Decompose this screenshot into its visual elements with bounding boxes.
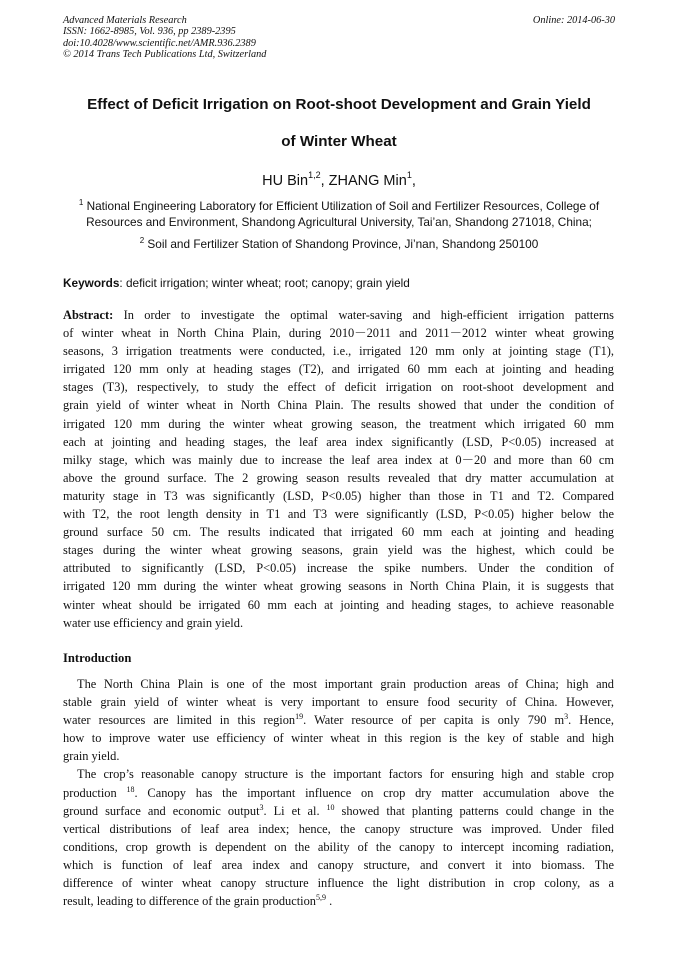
abstract-line: each at jointing and heading stages, the leaf area index significantly (LSD, P<0.05) increased at bbox=[63, 434, 614, 449]
citation: 18 bbox=[126, 784, 135, 794]
abstract-line: of winter wheat in North China Plain, during 2010－2011 and 2011－2012 winter wheat growing bbox=[63, 326, 614, 341]
intro-text: . Canopy has the important influence on crop dry matter accumulation above the bbox=[134, 785, 614, 800]
affiliation-2-text: Soil and Fertilizer Station of Shandong Province, Ji’nan, Shandong 250100 bbox=[144, 236, 539, 251]
intro-text: result, leading to difference of the grain production bbox=[63, 894, 317, 909]
abstract-line: ground surface 50 cm. The results indicated that irrigated 60 mm each at jointing and heading bbox=[63, 525, 614, 540]
journal-name: Advanced Materials Research bbox=[63, 15, 187, 26]
affiliation-2 bbox=[40, 236, 638, 251]
intro-line: grain yield. bbox=[63, 749, 120, 764]
intro-line: stable grain yield of winter wheat is very important to ensure food security of China. However, bbox=[63, 695, 614, 710]
author-1-affiliation: 1,2 bbox=[308, 170, 321, 180]
intro-line bbox=[63, 784, 614, 802]
intro-line: The North China Plain is one of the most important grain production areas of China; high and bbox=[77, 677, 614, 691]
abstract-line: attributed to significantly (LSD, P<0.05) increase the spike numbers. Under the condition of bbox=[63, 561, 614, 576]
abstract-line: seasons, 3 irrigation treatments were conducted, i.e., irrigated 120 mm only at jointing stage (T1), bbox=[63, 344, 614, 359]
author-1: HU Bin bbox=[262, 172, 309, 189]
author-tail: , bbox=[411, 172, 416, 189]
abstract-line: water use efficiency and grain yield. bbox=[63, 615, 244, 630]
abstract-line: irrigated 120 mm only at heading stages (T2), and irrigated 60 mm each at jointing and heading bbox=[63, 362, 614, 377]
citation: 10 bbox=[326, 802, 335, 812]
intro-text: ground surface and economic output bbox=[63, 803, 260, 818]
abstract-line: maturity stage in T3 was significantly (LSD, P<0.05) higher than those in T1 and T2. Compared bbox=[63, 488, 614, 503]
intro-text: . Li et al. bbox=[263, 803, 327, 818]
paper-title-line1: Effect of Deficit Irrigation on Root-shoot Development and Grain Yield bbox=[87, 96, 591, 113]
intro-text: production bbox=[63, 785, 127, 800]
author-list bbox=[0, 171, 678, 189]
abstract-label: Abstract: bbox=[63, 308, 114, 322]
superscript: 3 bbox=[564, 712, 569, 722]
intro-line: how to improve water use efficiency of winter wheat in this region is the key of stable and high bbox=[63, 731, 614, 746]
abstract bbox=[63, 306, 614, 632]
paper-title-line2: of Winter Wheat bbox=[281, 133, 397, 150]
affiliation-1-line1 bbox=[40, 198, 638, 213]
section-heading-introduction: Introduction bbox=[63, 651, 132, 665]
abstract-line: above the ground surface. The 2 growing season results revealed that dry matter accumulation at bbox=[63, 470, 614, 485]
intro-line: which is function of leaf area index and canopy structure, and convert it into biomass. The bbox=[63, 857, 614, 872]
affiliation-2-marker: 2 bbox=[139, 236, 145, 245]
abstract-line: milky stage, which was mainly due to increase the leaf area index at 0－20 and more than 60 cm bbox=[63, 452, 614, 467]
affiliation-1-text: National Engineering Laboratory for Efficient Utilization of Soil and Fertilizer Resources, College of bbox=[83, 198, 600, 213]
citation: 5,9 bbox=[316, 893, 327, 902]
keywords bbox=[63, 276, 410, 290]
intro-text: water resources are limited in this region bbox=[63, 713, 296, 728]
copyright-line: © 2014 Trans Tech Publications Ltd, Switzerland bbox=[63, 49, 267, 61]
abstract-line: stages (T3), respectively, to study the effect of deficit irrigation on root-shoot development and bbox=[63, 380, 614, 395]
doi-line: doi:10.4028/www.scientific.net/AMR.936.2389 bbox=[63, 37, 256, 49]
issn-line: ISSN: 1662-8985, Vol. 936, pp 2389-2395 bbox=[63, 26, 236, 38]
author-separator: , bbox=[320, 172, 329, 189]
intro-line bbox=[63, 711, 614, 729]
intro-line: The crop’s reasonable canopy structure is the important factors for ensuring high and stable crop bbox=[77, 767, 614, 782]
abstract-line: grain yield of winter wheat in North China Plain. The results showed that under the condition of bbox=[63, 398, 614, 413]
intro-line: difference of winter wheat canopy structure influence the light distribution in crop colony, as a bbox=[63, 876, 614, 891]
author-2: ZHANG Min bbox=[328, 172, 407, 189]
intro-text: . Water resource of per capita is only 790 m bbox=[303, 713, 565, 728]
abstract-line: stages during the winter wheat growing seasons, grain yield was the highest, which could be bbox=[63, 543, 614, 558]
intro-text: showed that planting patterns could change in the bbox=[334, 803, 614, 818]
affiliation-1-marker: 1 bbox=[78, 198, 84, 207]
intro-line bbox=[63, 802, 614, 820]
citation: 3 bbox=[259, 802, 264, 812]
abstract-text: In order to investigate the optimal water-saving and high-efficient irrigation patterns bbox=[113, 308, 614, 322]
abstract-line: irrigated 120 mm during the winter wheat growing season, the treatment which irrigated 60 mm bbox=[63, 416, 614, 431]
journal-header bbox=[63, 15, 266, 61]
online-date: Online: 2014-06-30 bbox=[532, 15, 615, 26]
abstract-line: with T2, the root length density in T1 and T3 were significantly (LSD, P<0.05) higher below the bbox=[63, 507, 614, 522]
intro-text: . Hence, bbox=[568, 713, 614, 728]
keywords-text: : deficit irrigation; winter wheat; root; canopy; grain yield bbox=[119, 276, 410, 290]
intro-line bbox=[63, 892, 614, 910]
affiliation-1-line2: Resources and Environment, Shandong Agricultural University, Tai’an, Shandong 271018, China; bbox=[86, 215, 592, 229]
intro-line: conditions, crop growth is dependent on the ability of the canopy to intercept incoming radiation, bbox=[63, 839, 614, 854]
abstract-line: irrigated 120 mm during the winter wheat growing seasons in North China Plain, it is suggests that bbox=[63, 579, 614, 594]
introduction-body bbox=[63, 675, 614, 910]
abstract-line bbox=[63, 306, 614, 324]
intro-line: vertical distributions of leaf area index; hence, the canopy structure was improved. Under filed bbox=[63, 821, 614, 836]
intro-text: . bbox=[326, 894, 333, 909]
abstract-line: winter wheat should be irrigated 60 mm each at jointing and heading stages, to achieve reasonable bbox=[63, 597, 614, 612]
author-2-affiliation: 1 bbox=[406, 170, 412, 180]
keywords-label: Keywords bbox=[63, 276, 120, 290]
citation: 19 bbox=[295, 712, 304, 722]
